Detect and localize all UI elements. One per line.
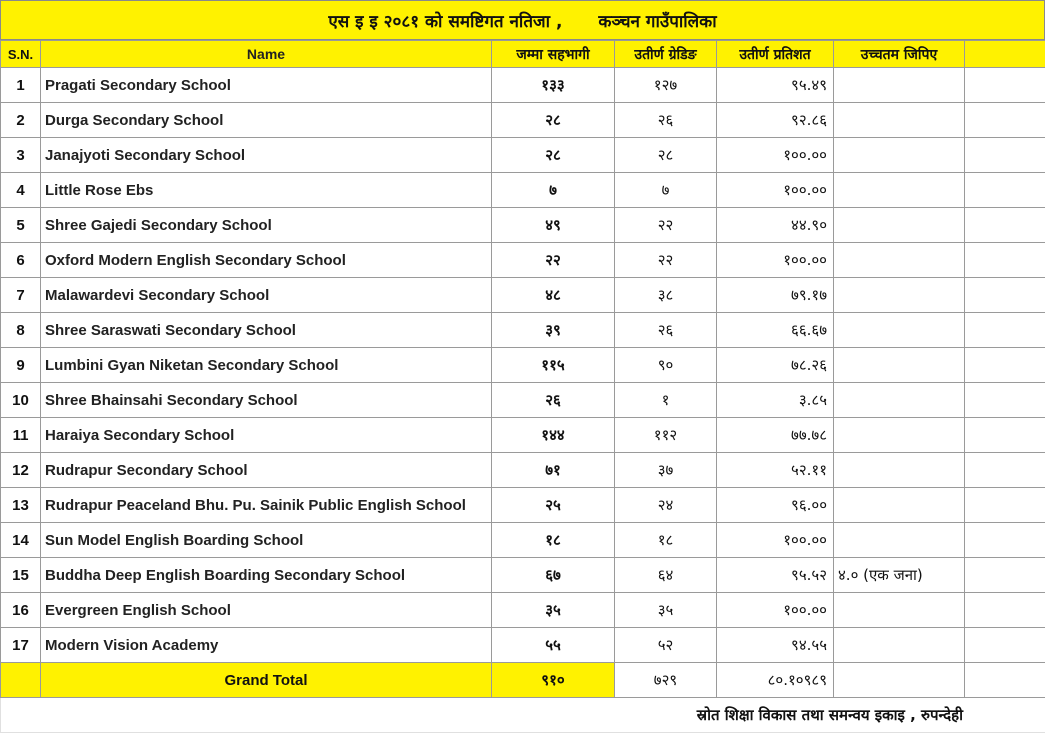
title-left: एस इ इ २०८१ को समष्टिगत नतिजा , <box>328 9 562 32</box>
pass-percent[interactable]: ९५.५२ <box>717 558 834 593</box>
participants-count[interactable]: ७ <box>492 173 615 208</box>
table-row <box>1 138 1045 173</box>
extra-cell[interactable] <box>965 453 1045 488</box>
extra-cell[interactable] <box>965 628 1045 663</box>
table-row <box>1 348 1045 383</box>
extra-cell[interactable] <box>965 593 1045 628</box>
highest-gpa[interactable] <box>834 313 965 348</box>
participants-count[interactable]: ७१ <box>492 453 615 488</box>
highest-gpa[interactable] <box>834 208 965 243</box>
pass-percent[interactable]: १००.०० <box>717 173 834 208</box>
school-name[interactable]: Pragati Secondary School <box>41 68 492 103</box>
school-name[interactable]: Malawardevi Secondary School <box>41 278 492 313</box>
row-sn[interactable]: 10 <box>1 383 41 418</box>
passed-count[interactable]: २४ <box>615 488 717 523</box>
participants-count[interactable]: ३५ <box>492 593 615 628</box>
table-row <box>1 488 1045 523</box>
extra-cell[interactable] <box>965 243 1045 278</box>
participants-count[interactable]: ५५ <box>492 628 615 663</box>
participants-count[interactable]: २२ <box>492 243 615 278</box>
highest-gpa[interactable] <box>834 453 965 488</box>
passed-count[interactable]: ३८ <box>615 278 717 313</box>
pass-percent[interactable]: ७९.१७ <box>717 278 834 313</box>
row-sn[interactable]: 8 <box>1 313 41 348</box>
school-name[interactable]: Evergreen English School <box>41 593 492 628</box>
row-sn[interactable]: 1 <box>1 68 41 103</box>
pass-percent[interactable]: ५२.११ <box>717 453 834 488</box>
row-sn[interactable]: 6 <box>1 243 41 278</box>
grand-total-passed[interactable]: ७२९ <box>615 663 717 698</box>
sheet-title <box>0 0 1045 40</box>
header-sn[interactable]: S.N. <box>1 41 41 68</box>
school-name[interactable]: Little Rose Ebs <box>41 173 492 208</box>
grand-total-sn-cell[interactable] <box>1 663 41 698</box>
pass-percent[interactable]: ९५.४९ <box>717 68 834 103</box>
school-name[interactable]: Rudrapur Secondary School <box>41 453 492 488</box>
highest-gpa[interactable]: ४.० (एक जना) <box>834 558 965 593</box>
table-row <box>1 278 1045 313</box>
pass-percent[interactable]: १००.०० <box>717 523 834 558</box>
highest-gpa[interactable] <box>834 278 965 313</box>
table-row <box>1 628 1045 663</box>
participants-count[interactable]: १८ <box>492 523 615 558</box>
extra-cell[interactable] <box>965 278 1045 313</box>
school-name[interactable]: Oxford Modern English Secondary School <box>41 243 492 278</box>
school-name[interactable]: Sun Model English Boarding School <box>41 523 492 558</box>
participants-count[interactable]: १४४ <box>492 418 615 453</box>
passed-count[interactable]: २६ <box>615 313 717 348</box>
extra-cell[interactable] <box>965 208 1045 243</box>
pass-percent[interactable]: १००.०० <box>717 243 834 278</box>
row-sn[interactable]: 4 <box>1 173 41 208</box>
table-row <box>1 313 1045 348</box>
row-sn[interactable]: 14 <box>1 523 41 558</box>
grand-total-row <box>1 663 1045 698</box>
passed-count[interactable]: ७ <box>615 173 717 208</box>
school-name[interactable]: Buddha Deep English Boarding Secondary School <box>41 558 492 593</box>
pass-percent[interactable]: ४४.९० <box>717 208 834 243</box>
highest-gpa[interactable] <box>834 523 965 558</box>
pass-percent[interactable]: ३.८५ <box>717 383 834 418</box>
pass-percent[interactable]: ९४.५५ <box>717 628 834 663</box>
school-name[interactable]: Durga Secondary School <box>41 103 492 138</box>
extra-cell[interactable] <box>965 418 1045 453</box>
highest-gpa[interactable] <box>834 68 965 103</box>
table-row <box>1 173 1045 208</box>
school-name[interactable]: Shree Gajedi Secondary School <box>41 208 492 243</box>
passed-count[interactable]: ५२ <box>615 628 717 663</box>
pass-percent[interactable]: १००.०० <box>717 593 834 628</box>
table-row <box>1 418 1045 453</box>
highest-gpa[interactable] <box>834 243 965 278</box>
participants-count[interactable]: ११५ <box>492 348 615 383</box>
source-note: स्रोत शिक्षा विकास तथा समन्वय इकाइ , रुपन्देही <box>1 698 1045 733</box>
row-sn[interactable]: 17 <box>1 628 41 663</box>
passed-count[interactable]: २६ <box>615 103 717 138</box>
table-row <box>1 68 1045 103</box>
participants-count[interactable]: २५ <box>492 488 615 523</box>
school-name[interactable]: Lumbini Gyan Niketan Secondary School <box>41 348 492 383</box>
school-name[interactable]: Rudrapur Peaceland Bhu. Pu. Sainik Public English School <box>41 488 492 523</box>
grand-total-extra-cell[interactable] <box>965 663 1045 698</box>
participants-count[interactable]: २८ <box>492 138 615 173</box>
passed-count[interactable]: १२७ <box>615 68 717 103</box>
pass-percent[interactable]: ७७.७८ <box>717 418 834 453</box>
passed-count[interactable]: १८ <box>615 523 717 558</box>
pass-percent[interactable]: ६६.६७ <box>717 313 834 348</box>
extra-cell[interactable] <box>965 348 1045 383</box>
row-sn[interactable]: 5 <box>1 208 41 243</box>
table-row <box>1 523 1045 558</box>
highest-gpa[interactable] <box>834 383 965 418</box>
grand-total-gpa-cell[interactable] <box>834 663 965 698</box>
extra-cell[interactable] <box>965 488 1045 523</box>
extra-cell[interactable] <box>965 383 1045 418</box>
source-row <box>1 698 1045 733</box>
grand-total-percent[interactable]: ८०.१०९८९ <box>717 663 834 698</box>
passed-count[interactable]: २२ <box>615 208 717 243</box>
passed-count[interactable]: ६४ <box>615 558 717 593</box>
table-row <box>1 453 1045 488</box>
grand-total-participants[interactable]: ९१० <box>492 663 615 698</box>
school-name[interactable]: Modern Vision Academy <box>41 628 492 663</box>
passed-count[interactable]: १ <box>615 383 717 418</box>
table-row <box>1 383 1045 418</box>
header-extra[interactable] <box>965 41 1045 68</box>
table-row <box>1 558 1045 593</box>
row-sn[interactable]: 2 <box>1 103 41 138</box>
table-row <box>1 208 1045 243</box>
extra-cell[interactable] <box>965 523 1045 558</box>
highest-gpa[interactable] <box>834 488 965 523</box>
header-row <box>1 41 1045 68</box>
header-passed[interactable]: उतीर्ण ग्रेडिङ <box>615 41 717 68</box>
row-sn[interactable]: 3 <box>1 138 41 173</box>
row-sn[interactable]: 11 <box>1 418 41 453</box>
highest-gpa[interactable] <box>834 593 965 628</box>
participants-count[interactable]: ६७ <box>492 558 615 593</box>
highest-gpa[interactable] <box>834 348 965 383</box>
grand-total-label[interactable]: Grand Total <box>41 663 492 698</box>
school-name[interactable]: Janajyoti Secondary School <box>41 138 492 173</box>
extra-cell[interactable] <box>965 103 1045 138</box>
passed-count[interactable]: ९० <box>615 348 717 383</box>
row-sn[interactable]: 9 <box>1 348 41 383</box>
school-name[interactable]: Shree Saraswati Secondary School <box>41 313 492 348</box>
passed-count[interactable]: २२ <box>615 243 717 278</box>
passed-count[interactable]: ३७ <box>615 453 717 488</box>
passed-count[interactable]: २८ <box>615 138 717 173</box>
header-gpa[interactable]: उच्चतम जिपिए <box>834 41 965 68</box>
title-right: कञ्चन गाउँपालिका <box>598 9 716 32</box>
header-percent[interactable]: उतीर्ण प्रतिशत <box>717 41 834 68</box>
passed-count[interactable]: ११२ <box>615 418 717 453</box>
participants-count[interactable]: ४८ <box>492 278 615 313</box>
participants-count[interactable]: ४९ <box>492 208 615 243</box>
row-sn[interactable]: 16 <box>1 593 41 628</box>
header-name[interactable]: Name <box>41 41 492 68</box>
table-row <box>1 593 1045 628</box>
extra-cell[interactable] <box>965 558 1045 593</box>
participants-count[interactable]: २८ <box>492 103 615 138</box>
passed-count[interactable]: ३५ <box>615 593 717 628</box>
participants-count[interactable]: १३३ <box>492 68 615 103</box>
extra-cell[interactable] <box>965 313 1045 348</box>
results-table <box>0 40 1045 733</box>
participants-count[interactable]: ३९ <box>492 313 615 348</box>
extra-cell[interactable] <box>965 138 1045 173</box>
pass-percent[interactable]: ७८.२६ <box>717 348 834 383</box>
table-row <box>1 243 1045 278</box>
extra-cell[interactable] <box>965 68 1045 103</box>
table-row <box>1 103 1045 138</box>
pass-percent[interactable]: ९६.०० <box>717 488 834 523</box>
school-name[interactable]: Shree Bhainsahi Secondary School <box>41 383 492 418</box>
row-sn[interactable]: 13 <box>1 488 41 523</box>
highest-gpa[interactable] <box>834 628 965 663</box>
row-sn[interactable]: 12 <box>1 453 41 488</box>
participants-count[interactable]: २६ <box>492 383 615 418</box>
header-total[interactable]: जम्मा सहभागी <box>492 41 615 68</box>
row-sn[interactable]: 15 <box>1 558 41 593</box>
highest-gpa[interactable] <box>834 418 965 453</box>
highest-gpa[interactable] <box>834 103 965 138</box>
school-name[interactable]: Haraiya Secondary School <box>41 418 492 453</box>
highest-gpa[interactable] <box>834 173 965 208</box>
pass-percent[interactable]: १००.०० <box>717 138 834 173</box>
row-sn[interactable]: 7 <box>1 278 41 313</box>
highest-gpa[interactable] <box>834 138 965 173</box>
pass-percent[interactable]: ९२.८६ <box>717 103 834 138</box>
extra-cell[interactable] <box>965 173 1045 208</box>
